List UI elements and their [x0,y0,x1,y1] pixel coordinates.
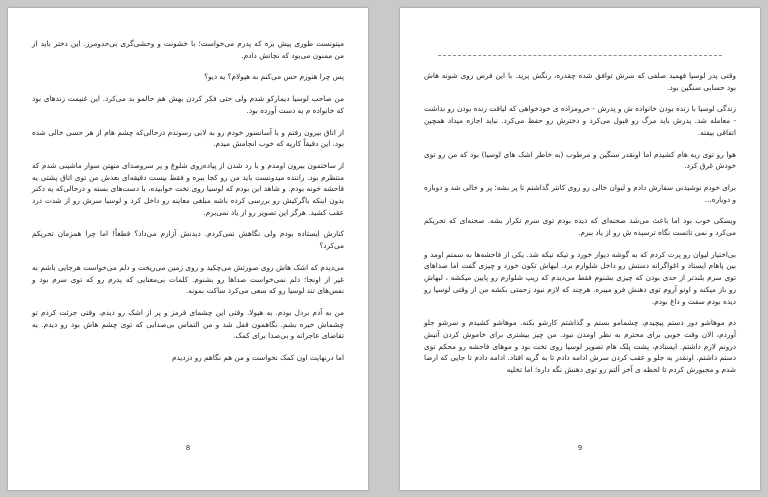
paragraph: از اتاق بیرون رفتم و با آسانسور خودم رو به لابی رسوندم درحالی‌که چشم هام از هر حسی خالی شده بود. این دقیقاً کاریه که خوب انجامش میدم. [32,127,344,149]
paragraph: دم موهاشو دور دستم پیچیدم، چشمامو بستم و گذاشتم کارشو بکنه. موهاشو کشیدم و سرشو جلو آوردم، الان وقت خوبی برای محترم به نظر اومدن نبود. من چیز بیشتری برای خاموش کردن آتیش درونم لازم داشتم. ایستادم، پشت پلک هام تصویر لوسیا روی تخت بود و موهای فاحشه رو محکم توی دستم داشتم. اونقدر به جلو و عقب کردن سرش ادامه دادم تا به گریه افتاد. ادامه دادم تا جایی که ارضا شدم و مجبورش کردم تا لحظه ی آخر آلتم رو توی دهنش نگه داره؛ اما تخلیه [424,318,736,375]
paragraph: از ساختمون بیرون اومدم و با رد شدن از پیاده‌روی شلوغ و پر سروصدای منهتن سوار ماشینی شدم که منتظرم بود. راننده میدونست باید من رو کجا ببره و فقط بیست دقیقه‌ای بعدش من توی اتاق پشتی یه فاحشه خونه بودم. و شاهد این بودم که لوسیا روی تخت خوابیده، با دست‌های بسته و درحالی‌که یه دکتر بدون اینکه باگرکیش رو بررسی کرده باشه مبلغی معاینه رو داخل کرد و لوسیا سرش رو از شدت درد عقب کشید. هرگز این تصویر رو از یاد نمی‌برم. [32,160,344,217]
page-number: 8 [185,444,191,452]
paragraph: من به آدم بردل بودم. به هیولا. وقتی این چشمای قرمز و پر از اشک رو دیدم، وقتی جرئت کردم تو چشماش خیره بشم. نگاهمون قفل شد و من التماس بی‌صدایی که توی چشم هاش بود رو دیدم. یه تقاضای عاجزانه و بی‌صدا برای کمک. [32,307,344,341]
right-page-text [424,70,736,386]
paragraph: بی‌اختیار لیوان رو پرت کردم که به گوشه دیوار خورد و تیکه تیکه شد. یکی از فاحشه‌ها به سمتم اومد و بین پاهام ایستاد و اغواگرانه دستش رو داخل شلوارم برد. لبهاش تکون خورد و چیزی گفت اما صداهای توی سرم بلندتر از حدی بودن که چیزی بشنوم فقط می‌دیدم که زیپ شلوارم رو پایین میکشه ، لبهاش رو باز میکنه و اونو آروم توی دهنش فرو میبره. هرچند که لازم نبود زحمتی بکشه من از وقتی لوسیا رو دیده بودم سفت و داغ بودم. [424,249,736,306]
paragraph: کنارش ایستاده بودم ولی نگاهش نمی‌کردم. دیدنش آزارم می‌داد؟ قطعاً! اما چرا همزمان تحریکم می‌کرد؟ [32,229,344,251]
paragraph: وقتی پدر لوسیا فهمید صلفی که سرش توافق شده چقدره، رنگش پرید. با این فرض روی شونه هاش بود حسابی سنگین بود. [424,71,736,92]
paragraph: می‌دیدم که اشک هاش روی صورتش می‌چکید و روی زمین می‌ریخت و دلم می‌خواست هرجایی باشم به غیر از اونجا؛ دلم نمی‌خواست صداها رو بشنوم. کلمات بی‌معنایی که پدرم رو که توی سرم بود و نفس‌های تند لوسیا رو که سعی می‌کرد ساکت بمونه. [32,262,344,296]
page-number: 9 [577,444,583,452]
header-divider [438,55,722,56]
paragraph: میتونست طوری پیش بره که پدرم می‌خواست؛ با خشونت و وحشی‌گری بی‌حدومرز. این دختر باید از من ممنون می‌بود که نجاتش دادم. [32,39,344,60]
paragraph: هوا رو توی ریه هام کشیدم اما اونقدر سنگین و مرطوب (به خاطر اشک های لوسیا) بود که من رو توی خودش غرق کرد. [424,149,736,171]
paragraph: من صاحب لوسیا دیمارکو شدم ولی حتی فکر کردن بهش هم حالمو بد می‌کرد. این غنیمت زندهای بود که خانواده م به دست آورده بود. [32,94,344,115]
left-page-text [32,38,344,374]
paragraph: اما درنهایت اون کمک نخواست و من هم نگاهم رو دزدیدم [171,353,344,363]
paragraph: پس چرا هنوزم حس می‌کنم به هیولام؟ یه دیو؟ [204,72,344,82]
right-page [400,8,760,490]
paragraph: زندگی لوسیا با زنده بودن خانواده ش و پدرش - حرومزاده ی خودخواهی که لیاقت زنده بودن رو نداشت - معامله شد. پدرش باید مرگ رو قبول می‌کرد و دخترش رو حفظ می‌کرد. نباید اجازه میداد همچین اتفاقی بیفته. [424,104,736,137]
left-page [8,8,368,490]
paragraph: ویسکی خوب بود اما باعث می‌شد صحنه‌ای که دیده بودم توی سرم تکرار بشه. صحنه‌ای که تحریکم می‌کرد و نمی تاتست نگاه ترسیده ش رو از یاد ببرم. [424,216,736,238]
paragraph: برای خودم نوشیدنی سفارش دادم و لیوان خالی رو روی کانتر گذاشتم تا پر بشه؛ پر و خالی شد و دوباره و دوباره... [424,182,736,204]
